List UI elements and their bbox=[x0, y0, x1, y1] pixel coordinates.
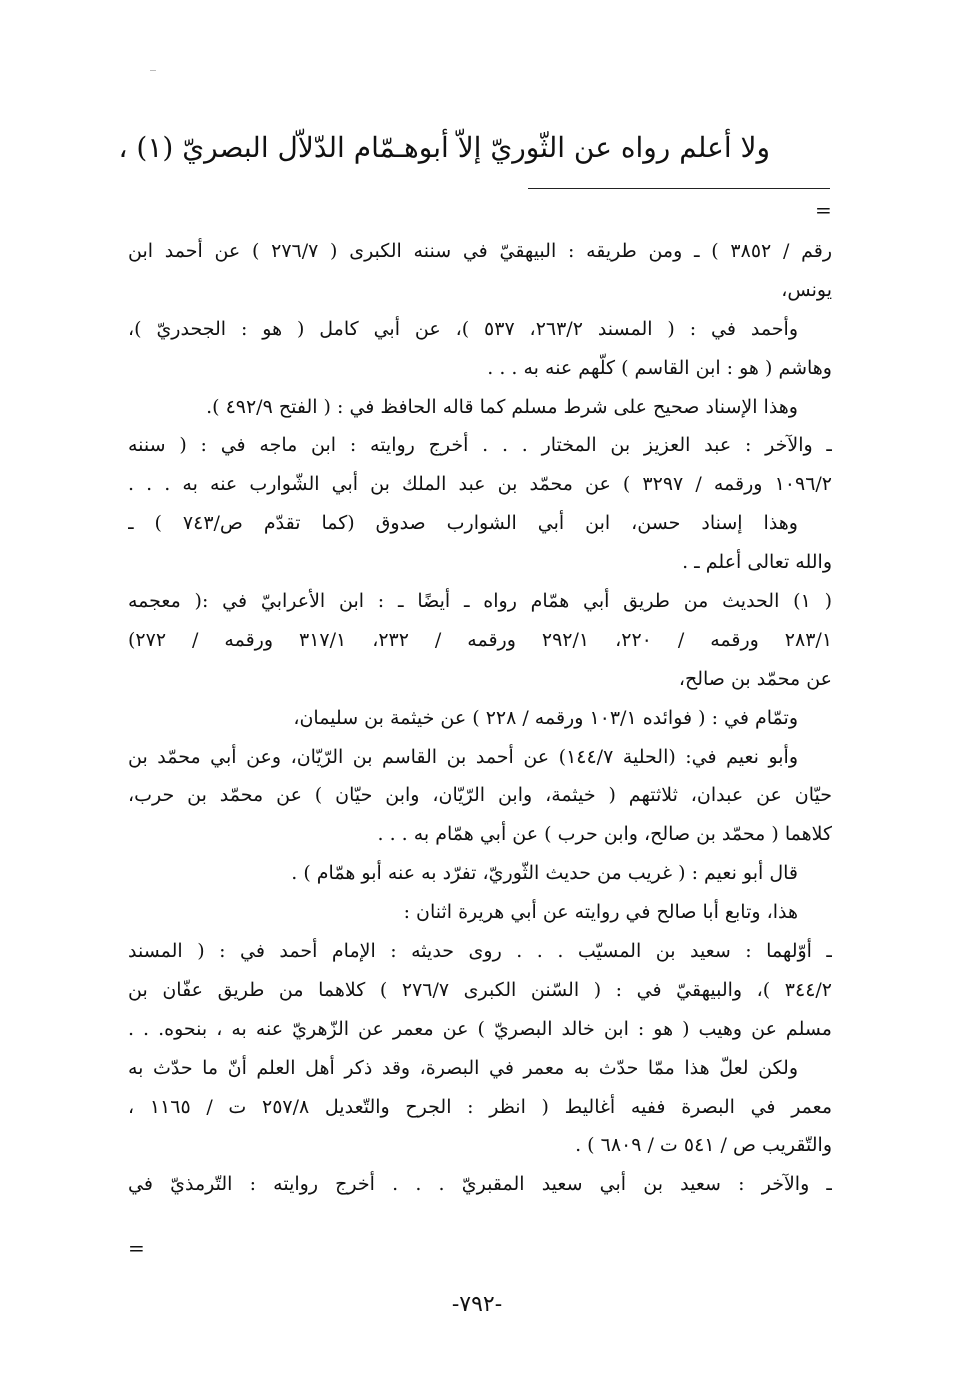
footnote-line: مسلم عن وهيب ( هو : ابن خالد البصريّ ) عن معمر عن الزّهريّ عنه به ، بنحوه. . . bbox=[128, 1017, 832, 1040]
footnote-line: ١٠٩٦/٢ ورقمه / ٣٢٩٧ ) عن محمّد بن عبد الملك بن أبي الشّوارب عنه به . . . bbox=[128, 473, 832, 496]
footnote-separator bbox=[528, 188, 830, 189]
footnote-line: وهذا الإسناد صحيح على شرط مسلم كما قاله الحافظ في : ( الفتح ٤٩٢/٩ ). bbox=[206, 395, 798, 418]
footnote-line: ـ والآخر : عبد العزيز بن المختار . . . أخرج روايته : ابن ماجه في : ( سننه bbox=[128, 434, 832, 457]
footnote-line: وهاشم ( هو : ابن القاسم ) كلّهم عنه به . . . bbox=[487, 356, 832, 379]
scan-mark bbox=[150, 70, 156, 71]
footnote-line: وهذا إسناد حسن، ابن أبي الشوارب صدوق (كما تقدّم ص/٧٤٣ ) ـ bbox=[128, 512, 798, 535]
footnotes bbox=[128, 232, 832, 1204]
footnote-line: حيّان عن عبدان، ثلاثتهم ( خيثمة، وابن الرّيّان، وابن حيّان ) عن محمّد بن حرب، bbox=[128, 784, 832, 807]
footnote-line: ( ١) الحديث من طريق أبي همّام رواه ـ أيضًا ـ : ابن الأعرابيّ في :( معجمه bbox=[128, 590, 832, 613]
footnote-line: ـ أوّلهما : سعيد بن المسيّب . . . روى حديثه : الإمام أحمد في : ( المسند bbox=[128, 940, 832, 963]
footnote-line: هذا، وتابع أبا صالح في روايته عن أبي هريرة اثنان : bbox=[403, 901, 798, 924]
footnote-line: قال أبو نعيم : ( غريب من حديث الثّوريّ، تفرّد به عنه أبو همّام ) . bbox=[291, 862, 798, 885]
footnote-line: يونس، bbox=[781, 278, 832, 301]
main-text-line: ولا أعلم رواه عن الثّوريّ إلاّ أبوهـمّام الدّلاّل البصريّ (١) ، bbox=[118, 131, 770, 164]
footnote-line: وأحمد في : ( المسند ٢٦٣/٢، ٥٣٧ )، عن أبي كامل ( هو : الجحدريّ )، bbox=[128, 317, 798, 340]
footnote-line: ٢٨٣/١ ورقمه / ٢٢٠، ٢٩٢/١ ورقمه / ٢٣٢، ٣١٧/١ ورقمه / ٢٧٢) bbox=[128, 628, 832, 651]
continuation-mark-bottom: = bbox=[128, 1236, 145, 1260]
footnote-line: والتّقريب ص / ٥٤١ ت / ٦٨٠٩ ) . bbox=[575, 1134, 832, 1157]
footnote-line: رقم / ٣٨٥٢ ) ـ ومن طريقه : البيهقيّ في سننه الكبرى ( ٢٧٦/٧ ) عن أحمد ابن bbox=[128, 240, 832, 262]
footnote-line: كلاهما ( محمّد بن صالح، وابن حرب ) عن أبي همّام به . . . bbox=[377, 823, 832, 846]
footnote-line: ٣٤٤/٢ )، والبيهقيّ في : ( السّنن الكبرى ٢٧٦/٧ ) كلاهما من طريق عفّان بن bbox=[128, 978, 832, 1001]
footnote-line: ـ والآخر : سعيد بن أبي سعيد المقبريّ . . . أخرج روايته : التّرمذيّ في bbox=[128, 1173, 832, 1196]
footnote-line: وتمّام في : ( فوائده ١٠٣/١ ورقمه / ٢٢٨ ) عن خيثمة بن سليمان، bbox=[293, 706, 798, 729]
page-number: -٧٩٢- bbox=[451, 1292, 503, 1317]
footnote-line: معمر في البصرة ففيه أغاليط ( انظر : الجرح والتّعديل ٢٥٧/٨ ت / ١١٦٥ ، bbox=[128, 1095, 832, 1118]
footnote-line: ولكن لعلّ هذا ممّا حدّث به معمر في البصرة، وقد ذكر أهل العلم أنّ ما حدّث به bbox=[128, 1056, 798, 1079]
footnote-line: والله تعالى أعلم ـ . bbox=[682, 551, 832, 574]
footnote-line: وأبو نعيم في: (الحلية ١٤٤/٧) عن أحمد بن القاسم بن الرّيّان، وعن أبي محمّد بن bbox=[128, 745, 798, 768]
footnote-line: عن محمّد بن صالح، bbox=[678, 667, 832, 690]
continuation-mark-top: = bbox=[815, 198, 832, 222]
